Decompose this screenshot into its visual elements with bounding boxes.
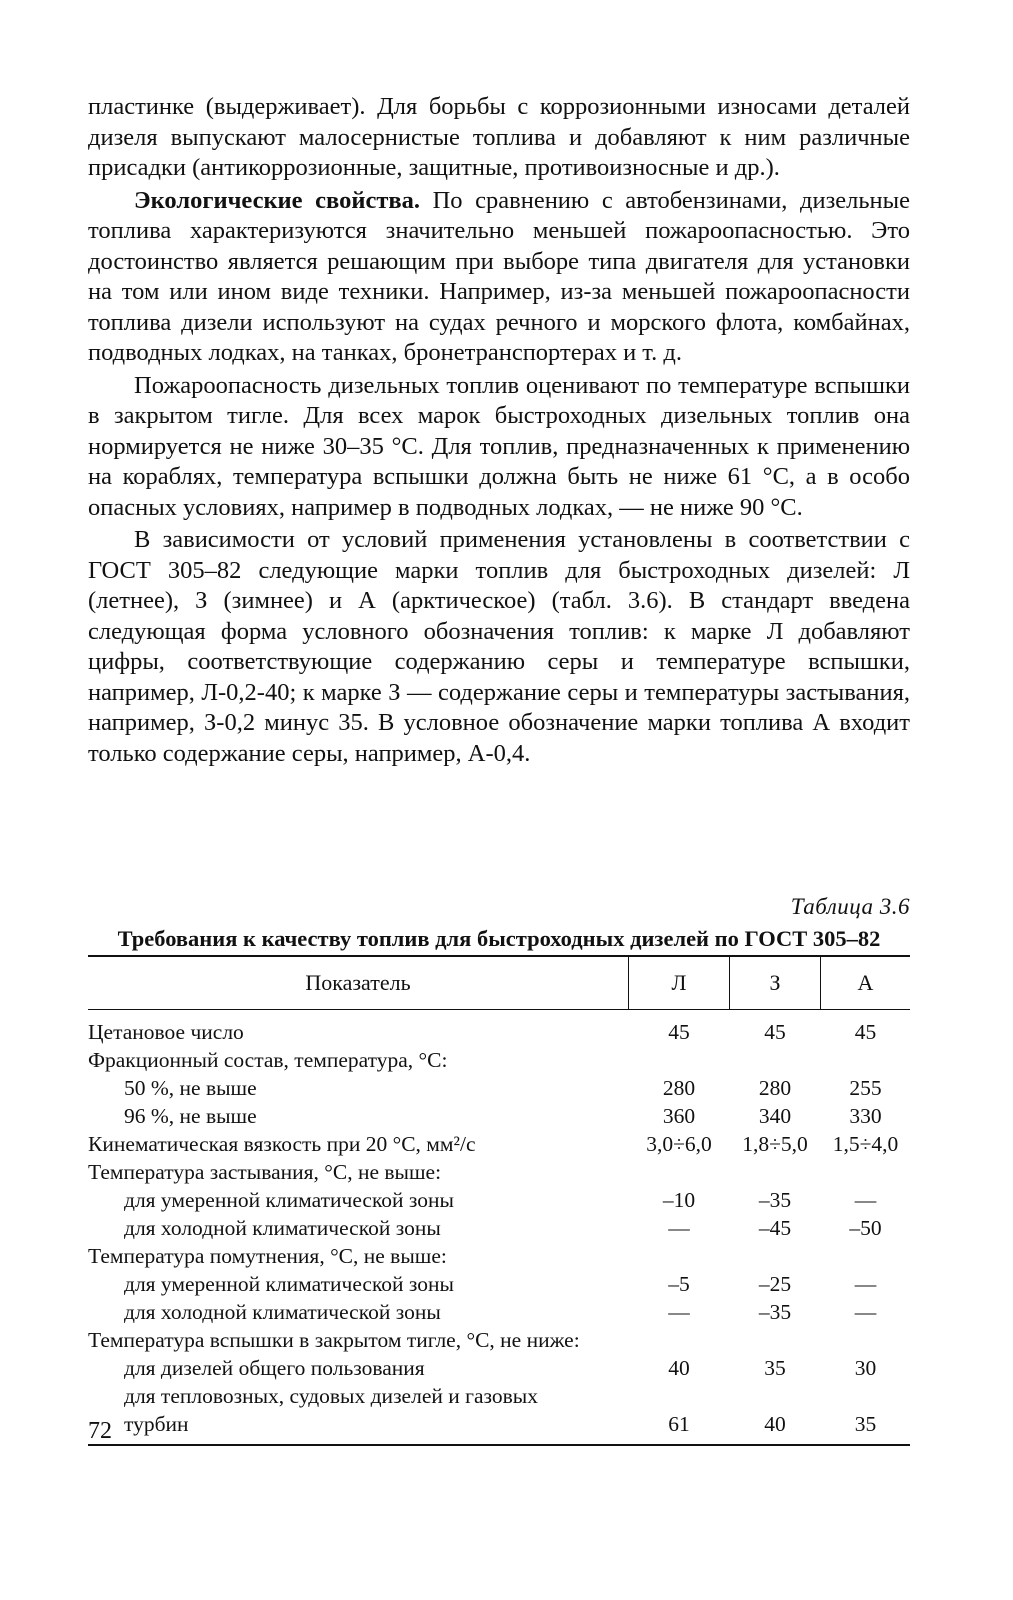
table-bottom-rule <box>88 1444 910 1446</box>
value-l: 360 <box>662 1104 696 1128</box>
value-a: — <box>854 1272 877 1296</box>
row-label: для холодной климатической зоны <box>124 1216 441 1240</box>
value-z: 340 <box>758 1104 792 1128</box>
table-row <box>88 1046 910 1074</box>
value-l: 61 <box>668 1412 690 1436</box>
paragraph-3: Пожароопасность дизельных топлив оценивают по температуре вспышки в закрытом тигле. Для всех марок быстроходных дизельных топлив она нормируется не ниже 30–35 °С. Для топлив, предназначенных к применению на кораблях, температура вспышки должна быть не ниже 61 °С, а в особо опасных условиях, например в подводных лодках, — не ниже 90 °С. <box>88 371 910 521</box>
table-caption <box>88 892 910 954</box>
table-row <box>88 1074 910 1102</box>
value-z: 35 <box>764 1356 786 1380</box>
row-label: для холодной климатической зоны <box>124 1300 441 1324</box>
value-z: –35 <box>758 1300 792 1324</box>
value-a: 330 <box>849 1104 882 1128</box>
value-a: 30 <box>854 1356 877 1380</box>
paragraph-1: пластинке (выдерживает). Для борьбы с коррозионными износами деталей дизеля выпускают малосернистые топлива и добавляют к ним различные присадки (антикоррозионные, защитные, противоизносные и др.). <box>88 93 910 181</box>
value-z: 45 <box>764 1020 786 1044</box>
paragraph-2-heading: Экологические свойства. <box>134 186 420 214</box>
row-label: для тепловозных, судовых дизелей и газовых <box>124 1384 538 1408</box>
row-label: турбин <box>124 1412 189 1436</box>
header-grade-z: З <box>730 957 821 1009</box>
table-number: Таблица 3.6 <box>790 894 910 919</box>
table-row <box>88 1018 910 1046</box>
row-label: для умеренной климатической зоны <box>124 1188 454 1212</box>
paragraph-4: В зависимости от условий применения установлены в соответствии с ГОСТ 305–82 следующие марки топлив для быстроходных дизелей: Л (летнее), З (зимнее) и А (арктическое) (табл. 3.6). В стандарт введена следующая форма условного обозначения топлив: к марке Л добавляют цифры, соответствующие содержанию серы и температуре вспышки, например, Л-0,2-40; к марке З — содержание серы и температуры застывания, например, З-0,2 минус 35. В условное обозначение марки топлива А входит только содержание серы, например, А-0,4. <box>88 526 910 767</box>
row-label: для дизелей общего пользования <box>124 1356 425 1380</box>
value-a: 45 <box>854 1020 877 1044</box>
table-row <box>88 1270 910 1298</box>
value-l: –10 <box>662 1188 696 1212</box>
table-body <box>88 1018 910 1438</box>
table-header <box>88 955 910 1010</box>
value-a: –50 <box>849 1216 882 1240</box>
row-label: для умеренной климатической зоны <box>124 1272 454 1296</box>
row-label: 50 %, не выше <box>124 1076 257 1100</box>
value-l: 40 <box>668 1356 690 1380</box>
paragraph-2 <box>88 186 910 369</box>
value-z: 40 <box>764 1412 786 1436</box>
value-a: — <box>854 1188 877 1212</box>
table-row <box>88 1102 910 1130</box>
value-z: –35 <box>758 1188 792 1212</box>
table-row <box>88 1214 910 1242</box>
header-indicator: Показатель <box>88 957 629 1009</box>
value-z: –25 <box>758 1272 792 1296</box>
row-label: Температура помутнения, °С, не выше: <box>88 1244 447 1268</box>
table-row <box>88 1410 910 1438</box>
page-number: 72 <box>88 1418 112 1444</box>
row-label: Кинематическая вязкость при 20 °С, мм²/с <box>88 1132 476 1156</box>
table-row <box>88 1382 910 1410</box>
table-row <box>88 1242 910 1270</box>
table-row <box>88 1298 910 1326</box>
table-row <box>88 1326 910 1354</box>
row-label: 96 %, не выше <box>124 1104 257 1128</box>
value-l: — <box>668 1216 690 1240</box>
value-a: 35 <box>854 1412 877 1436</box>
table-row <box>88 1354 910 1382</box>
value-z: 280 <box>758 1076 792 1100</box>
table-title: Требования к качеству топлив для быстроходных дизелей по ГОСТ 305–82 <box>117 926 881 951</box>
header-grade-l: Л <box>629 957 730 1009</box>
table-row <box>88 1186 910 1214</box>
value-l: 3,0÷6,0 <box>646 1132 712 1156</box>
row-label: Температура застывания, °С, не выше: <box>88 1160 442 1184</box>
table-row <box>88 1158 910 1186</box>
row-label: Фракционный состав, температура, °С: <box>88 1048 448 1072</box>
row-label: Температура вспышки в закрытом тигле, °С, не ниже: <box>88 1328 580 1352</box>
value-z: 1,8÷5,0 <box>742 1132 808 1156</box>
quality-table <box>88 955 910 1446</box>
value-l: 45 <box>668 1020 690 1044</box>
header-grade-a: А <box>857 970 874 995</box>
value-l: 280 <box>662 1076 696 1100</box>
row-label: Цетановое число <box>88 1020 244 1044</box>
value-l: — <box>668 1300 690 1324</box>
value-a: — <box>854 1300 877 1324</box>
value-a: 1,5÷4,0 <box>832 1132 899 1156</box>
value-z: –45 <box>758 1216 792 1240</box>
paragraph-2-text: По сравнению с автобензинами, дизельные топлива характеризуются значительно меньшей пожароопасностью. Это достоинство является решающим при выборе типа двигателя для установки на том или ином виде техники. Например, из-за меньшей пожароопасности топлива дизели используют на судах речного и морского флота, комбайнах, подводных лодках, на танках, бронетранспортерах и т. д. <box>88 186 910 366</box>
value-l: –5 <box>668 1272 690 1296</box>
value-a: 255 <box>849 1076 882 1100</box>
table-row <box>88 1130 910 1158</box>
body-text <box>88 92 910 769</box>
